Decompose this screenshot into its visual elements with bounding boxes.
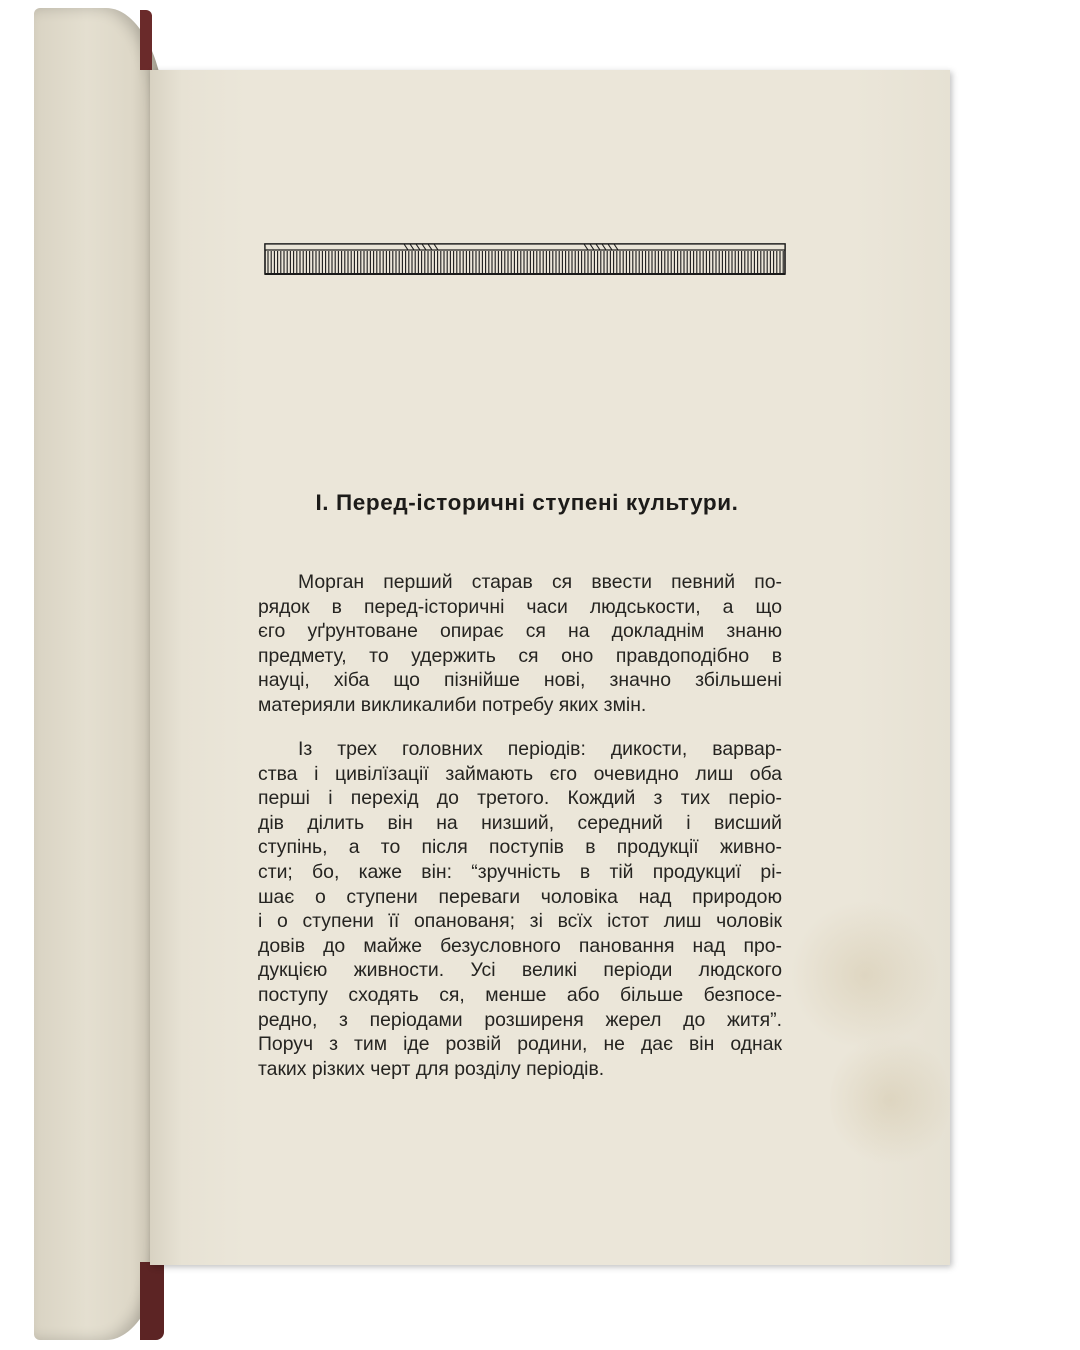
page-stain <box>830 1030 950 1170</box>
text-line: Морган перший старав ся ввести певний по- <box>298 571 782 593</box>
page-stain <box>790 900 940 1050</box>
book-cover-edge-bottom <box>140 1262 164 1340</box>
text-line: ступінь, а то після поступів в продукції живно- <box>258 836 782 859</box>
paragraph-2 <box>258 737 782 1081</box>
text-line: єго уґрунтоване опирає ся на докладнім знаню <box>258 620 782 643</box>
previous-page-edge <box>34 8 166 1340</box>
text-line: рядок в перед-історичні часи людськости, а що <box>258 595 782 618</box>
ornamental-rule <box>264 240 786 278</box>
text-line: довів до майже безусловного пановання над про- <box>258 934 782 957</box>
text-line: сти; бо, каже він: “зручність в тій продукциї рі- <box>258 860 782 883</box>
text-line: ства і цивілїзації займають єго очевидно лиш оба <box>258 762 782 785</box>
text-line: поступу сходять ся, менше або більше безпосе- <box>258 983 782 1006</box>
book-cover-edge <box>140 10 152 70</box>
paragraph-1 <box>258 570 782 718</box>
chapter-heading: I. Перед-історичні ступені культури. <box>315 490 739 515</box>
text-line: таких різких черт для розділу періодів. <box>258 1057 605 1080</box>
text-line: материяли викликалиби потребу яких змін. <box>258 693 647 716</box>
text-line: перші і перехід до третого. Кождий з тих періо- <box>258 787 782 810</box>
text-line: предмету, то удержить ся оно правдоподібно в <box>258 644 782 667</box>
text-line: шає о ступени переваги чоловіка над природою <box>258 885 782 908</box>
text-line: науці, хіба що пізнійше нові, значно збільшені <box>258 669 782 692</box>
text-line: дів ділить він на низший, середний і висший <box>258 811 782 834</box>
text-line: і о ступени її опанованя; зі всїх істот лиш чоловік <box>258 910 782 933</box>
text-line: дукцією живности. Усі великі періоди людского <box>258 959 782 982</box>
text-line: Поруч з тим іде розвій родини, не дає він однак <box>258 1033 782 1056</box>
text-line: редно, з періодами розширеня жерел до житя”. <box>258 1008 782 1031</box>
text-line: Із трех головних періодів: дикости, варвар- <box>298 738 782 760</box>
